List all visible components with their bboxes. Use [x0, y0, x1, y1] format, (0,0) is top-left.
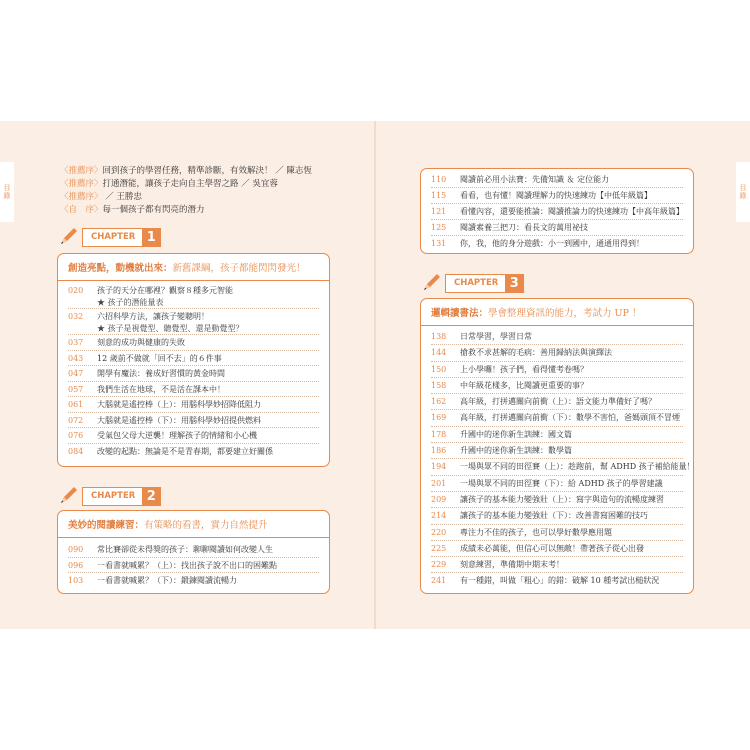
page-number: 214 [431, 511, 447, 521]
entry-title: 成績未必萬能，但信心可以無敵！帶著孩子從心出發 [460, 543, 644, 553]
title-rest: 有策略的看書，實力自然提升 [144, 520, 268, 531]
toc-entry[interactable] [68, 382, 319, 398]
toc-entry[interactable] [431, 220, 683, 236]
page-number: 225 [431, 543, 447, 553]
chapter-2-title [58, 511, 329, 538]
entry-subtitle: ★ 孩子的潛能量表 [97, 298, 164, 307]
entry-title: 孩子的天分在哪裡？觀察８種多元智能 ★ 孩子的潛能量表 [97, 286, 233, 307]
chapter-number: 3 [505, 275, 523, 292]
entry-title: 閱讀前必用小法寶：先備知識 ＆ 定位能力 [460, 175, 610, 184]
preface-line [60, 191, 142, 204]
page-number: 138 [431, 332, 447, 341]
left-page-tab [0, 162, 14, 222]
right-tab-label: 目錄 [739, 184, 747, 200]
toc-entry[interactable] [431, 508, 683, 524]
title-strong: 邏輯讀書法： [431, 308, 489, 319]
entry-title: 搶救不求甚解的毛病：善用歸納法與演繹法 [460, 348, 612, 358]
entry-title: 常比賽卻從未得獎的孩子：聊聊閱讀如何改變人生 [97, 545, 273, 554]
entry-title: 六招科學方法，讓孩子變聰明！ ★ 孩子是視覺型、聽覺型、還是動覺型？ [97, 312, 244, 333]
toc-entry[interactable] [68, 573, 319, 589]
page-number: 020 [68, 286, 84, 295]
page-number: 162 [431, 397, 447, 407]
toc-entry[interactable] [431, 443, 683, 459]
entry-title: 一場與眾不同的田徑賽（上）：趁跑前，幫 ADHD 孩子補給能量！ [460, 462, 695, 472]
chapter-badge [82, 228, 161, 247]
title-rest: 學會整理資訊的能力，考試力 UP ！ [488, 308, 642, 319]
page-number: 032 [68, 312, 84, 321]
page-number: 047 [68, 369, 84, 378]
toc-entry[interactable] [431, 172, 683, 188]
toc-entry[interactable] [431, 394, 683, 410]
page-number: 186 [431, 446, 447, 456]
chapter-badge [82, 487, 161, 506]
page-number: 090 [68, 545, 84, 554]
page-number: 201 [431, 478, 447, 488]
chapter-label: CHAPTER [91, 491, 136, 501]
toc-entry[interactable] [68, 351, 319, 367]
preface-text: 每一個孩子都有閃亮的潛力 [102, 205, 205, 215]
preface-line [60, 204, 205, 217]
page-number: 037 [68, 338, 84, 347]
left-tab-label: 目錄 [3, 184, 11, 200]
entry-title: 一看書就喊累？（下）：鍛鍊閱讀流暢力 [97, 576, 237, 585]
chapter-1-box [57, 253, 330, 467]
page-number: 121 [431, 207, 447, 216]
pencil-icon [419, 271, 443, 295]
page-number: 178 [431, 429, 447, 439]
toc-entry[interactable] [431, 204, 683, 220]
toc-entry[interactable] [431, 236, 683, 252]
page-number: 144 [431, 348, 447, 358]
title-strong: 創造亮點，動機就出來： [68, 263, 173, 274]
toc-entry[interactable] [431, 573, 683, 589]
toc-entry[interactable] [431, 345, 683, 361]
page-number: 209 [431, 494, 447, 504]
entry-title: 刻意練習，準備期中期末考！ [460, 560, 564, 570]
entry-title: 有一種錯，叫做「粗心」的錯：破解 10 種考試出槌狀況 [460, 576, 660, 586]
page-gutter [374, 121, 376, 629]
preface-line [60, 178, 278, 191]
entry-title: 大腦就是遙控棒（下）：用腦科學妙招提供燃料 [97, 415, 261, 425]
toc-entry[interactable] [431, 410, 683, 426]
preface-line [60, 165, 312, 178]
chapter-badge [445, 274, 524, 293]
page-number: 220 [431, 527, 447, 537]
toc-entry[interactable] [431, 188, 683, 204]
entry-title: 日常學習，學習日常 [460, 332, 532, 341]
page-number: 131 [431, 239, 447, 248]
entry-title: 大腦就是遙控棒（上）：用腦科學妙招降低阻力 [97, 400, 261, 409]
toc-entry[interactable] [431, 329, 683, 345]
toc-entry[interactable] [68, 283, 319, 309]
toc-entry[interactable] [431, 492, 683, 508]
page-number: 125 [431, 223, 447, 232]
chapter-number: 2 [142, 488, 160, 505]
page-number: 084 [68, 446, 84, 456]
chapter-3-box [420, 298, 694, 594]
page-number: 043 [68, 353, 84, 363]
chapter-2-list [58, 538, 329, 589]
page-number: 229 [431, 560, 447, 570]
toc-entry[interactable] [68, 397, 319, 413]
toc-entry[interactable] [431, 378, 683, 394]
preface-tag: 〈推薦序〉 [60, 179, 103, 189]
chapter-1-title [58, 254, 329, 281]
page-number: 072 [68, 415, 84, 425]
toc-entry[interactable] [431, 459, 695, 475]
entry-title: 專注力不佳的孩子，也可以學好數學應用題 [460, 527, 612, 537]
page-number: 057 [68, 384, 84, 394]
page-number: 150 [431, 364, 447, 374]
preface-text: ／ 王勝忠 [102, 192, 142, 202]
entry-title: 一場與眾不同的田徑賽（下）：給 ADHD 孩子的學習建議 [460, 478, 663, 488]
toc-entry[interactable] [68, 558, 319, 574]
pencil-icon [56, 484, 80, 508]
entry-title: 開學有魔法：養成好習慣的黃金時間 [97, 369, 225, 378]
chapter-label: CHAPTER [454, 278, 499, 288]
entry-title: 升國中的迷你新生訓練：國文篇 [460, 429, 572, 439]
entry-title: 一看書就喊累？（上）：找出孩子說不出口的困難點 [97, 560, 277, 570]
entry-title: 你，我，他的身分遊戲：小一到國中，通通用得到！ [460, 239, 644, 248]
page-number: 115 [431, 191, 447, 200]
page-number: 076 [68, 431, 84, 440]
chapter-3-title [421, 299, 693, 326]
preface-tag: 〈推薦序〉 [60, 192, 103, 202]
chapter-1-header [56, 225, 161, 249]
preface-text: 回到孩子的學習任務，精準診斷，有效解決！ ／ 陳志恆 [102, 166, 312, 176]
chapter-2-header [56, 484, 161, 508]
toc-entry[interactable] [431, 525, 683, 541]
toc-entry[interactable] [68, 335, 319, 351]
toc-entry[interactable] [68, 444, 319, 460]
chapter-2-continued-list [421, 169, 693, 252]
toc-entry[interactable] [68, 542, 319, 558]
preface-text: 打通潛能，讓孩子走向自主學習之路 ／ 吳宜蓉 [102, 179, 278, 189]
page-number: 194 [431, 462, 447, 472]
toc-entry[interactable] [431, 362, 683, 378]
preface-tag: 〈自 序〉 [60, 205, 103, 215]
title-strong: 美妙的閱讀練習： [68, 520, 145, 531]
right-page-tab [736, 162, 750, 222]
entry-title: 讓孩子的基本能力變強壯（上）：寫字與造句的流暢度練習 [460, 494, 664, 504]
chapter-3-header [419, 271, 524, 295]
entry-title: 看看，也有懂！閱讀理解力的快速練功【中低年級篇】 [460, 191, 652, 200]
title-rest: 新舊課綱，孩子都能閃閃發光！ [172, 263, 306, 274]
page-number: 103 [68, 576, 84, 585]
page-number: 061 [68, 400, 84, 409]
entry-title: 中年級花樣多，比閱讀更重要的事？ [460, 380, 588, 390]
toc-entry[interactable] [68, 366, 319, 382]
page-number: 110 [431, 175, 447, 184]
entry-title: 受氣包父母大逆襲！理解孩子的情緒和小心機 [97, 431, 257, 440]
chapter-2-box [57, 510, 330, 594]
toc-entry[interactable] [68, 413, 319, 429]
entry-title: 看懂內容，還要能推論：閱讀推論力的快速練功【中高年級篇】 [460, 207, 684, 216]
page-number: 241 [431, 576, 447, 586]
entry-subtitle: ★ 孩子是視覺型、聽覺型、還是動覺型？ [97, 324, 244, 333]
entry-title: 12 歲前不做就「回不去」的６件事 [97, 353, 222, 363]
entry-title: 上小學囉！孩子們，看得懂考卷嗎？ [460, 364, 588, 374]
toc-entry[interactable] [431, 541, 683, 557]
chapter-3-list [421, 326, 693, 590]
toc-entry[interactable] [431, 476, 683, 492]
chapter-2-continued-box [420, 168, 694, 254]
entry-title: 閱讀素養三把刀：看長文的萬用祕技 [460, 223, 588, 232]
toc-entry[interactable] [68, 309, 319, 335]
entry-title: 我們生活在地球，不是活在課本中！ [97, 384, 225, 394]
entry-title: 改變的起點：無論是不是青春期，都要建立好關係 [97, 446, 273, 456]
entry-title: 讓孩子的基本能力變強壯（下）：改善書寫困難的技巧 [460, 511, 648, 521]
toc-entry[interactable] [68, 428, 319, 444]
pencil-icon [56, 225, 80, 249]
page-number: 096 [68, 560, 84, 570]
page-number: 169 [431, 413, 447, 423]
entry-title: 高年級，打拼邁關向前衝（下）：數學不害怕，爸媽頭頂不冒煙 [460, 413, 680, 423]
toc-entry[interactable] [431, 427, 683, 443]
entry-title: 刻意的成功與健康的失敗 [97, 338, 185, 347]
preface-tag: 〈推薦序〉 [60, 166, 103, 176]
chapter-number: 1 [142, 229, 160, 246]
toc-entry[interactable] [431, 557, 683, 573]
page-number: 158 [431, 380, 447, 390]
entry-title: 升國中的迷你新生訓練：數學篇 [460, 446, 572, 456]
chapter-1-list [58, 281, 329, 459]
entry-title: 高年級，打拼邁關向前衝（上）：語文能力準備好了嗎？ [460, 397, 656, 407]
chapter-label: CHAPTER [91, 232, 136, 242]
